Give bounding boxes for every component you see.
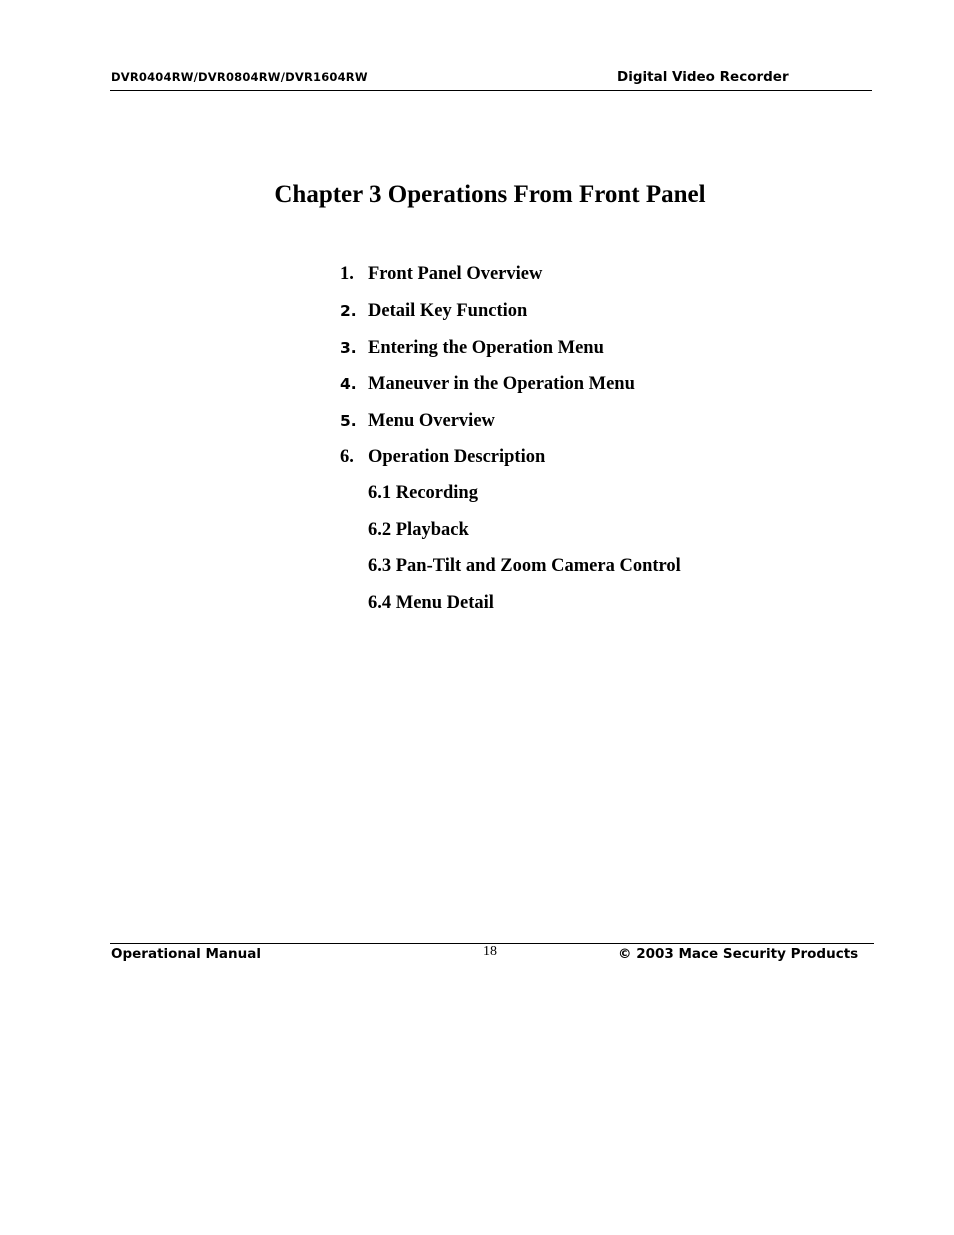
- toc-item-front-panel-overview: [340, 262, 542, 286]
- toc-item-label: Operation Description: [368, 447, 546, 467]
- toc-item-label: Maneuver in the Operation Menu: [368, 374, 635, 394]
- toc-item-number: 6.: [340, 447, 354, 467]
- toc-item-menu-overview: [340, 409, 495, 433]
- toc-item-number: 3.: [340, 339, 357, 357]
- toc-item-number: 1.: [340, 264, 354, 284]
- toc-subitem-menu-detail: 6.4 Menu Detail: [368, 593, 494, 613]
- header-product-name: Digital Video Recorder: [617, 69, 789, 85]
- toc-item-entering-operation-menu: [340, 336, 604, 360]
- header-model-numbers: DVR0404RW/DVR0804RW/DVR1604RW: [111, 70, 368, 84]
- toc-item-number: 4.: [340, 375, 357, 393]
- header-divider: [110, 90, 872, 91]
- toc-item-maneuver-operation-menu: [340, 372, 635, 396]
- toc-subitem-recording: 6.1 Recording: [368, 483, 478, 503]
- toc-item-label: Entering the Operation Menu: [368, 338, 604, 358]
- page-number: 18: [483, 944, 497, 959]
- chapter-title: Chapter 3 Operations From Front Panel: [274, 181, 706, 208]
- toc-item-label: Menu Overview: [368, 411, 495, 431]
- toc-item-operation-description: [340, 445, 545, 469]
- toc-subitem-playback: 6.2 Playback: [368, 520, 469, 540]
- toc-item-detail-key-function: [340, 299, 527, 323]
- footer-copyright: © 2003 Mace Security Products: [618, 946, 859, 962]
- toc-item-number: 2.: [340, 302, 357, 320]
- footer-manual-title: Operational Manual: [111, 946, 261, 962]
- toc-item-label: Detail Key Function: [368, 301, 528, 321]
- toc-subitem-ptz-camera-control: 6.3 Pan-Tilt and Zoom Camera Control: [368, 556, 681, 576]
- toc-item-label: Front Panel Overview: [368, 264, 543, 284]
- toc-item-number: 5.: [340, 412, 357, 430]
